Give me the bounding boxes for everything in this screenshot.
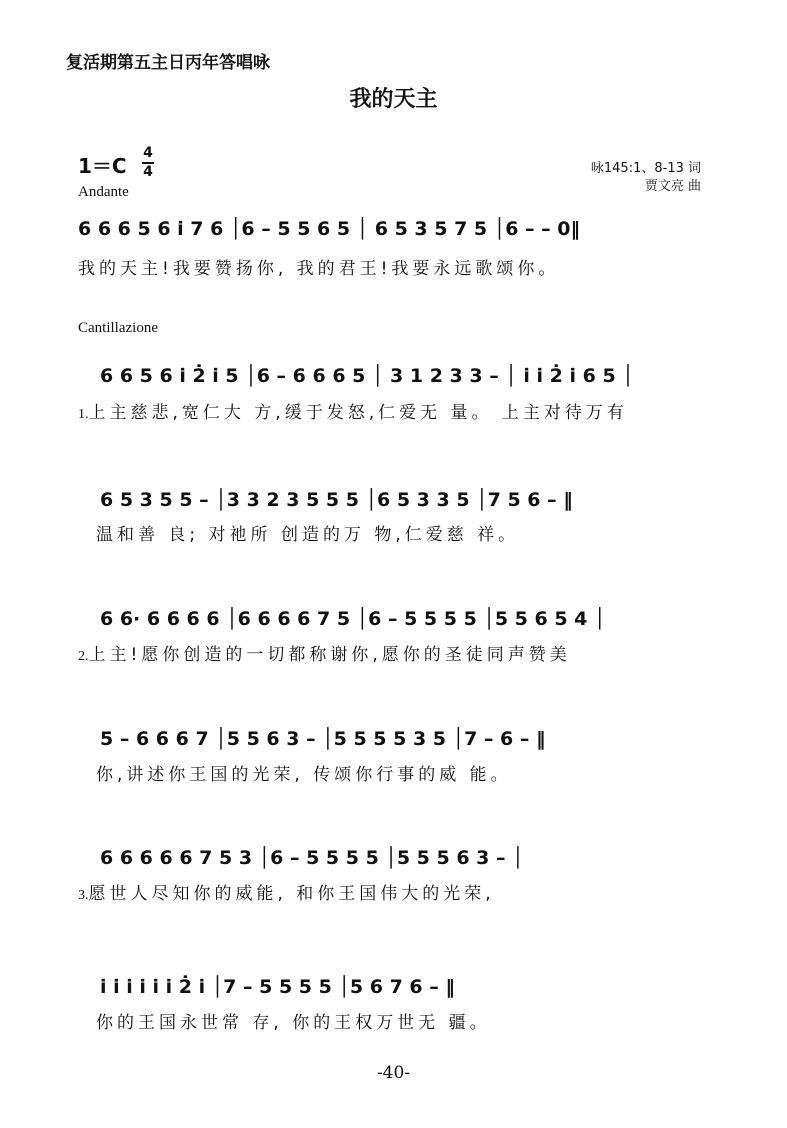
time-signature xyxy=(142,146,154,180)
notation-line-0: 6 6 6 5 6 i̇ 7 6 │6 – 5 5 6 5 │ 6 5 3 5 7 5 │6 – – 0‖ xyxy=(78,218,580,240)
lyric-text: 上主!愿你创造的一切都称谢你,愿你的圣徒同声赞美 xyxy=(88,645,571,665)
lyric-line-6: 你的王国永世常 存, 你的王权万世无 疆。 xyxy=(96,1013,491,1033)
lyric-line-1 xyxy=(78,398,628,423)
song-title: 我的天主 xyxy=(349,86,438,112)
notation-line-1: 6 6 5 6 i̇ 2̇ i̇ 5 │6 – 6 6 6 5 │ 3 1 2 3 3 – │ i̇ i̇ 2̇ i̇ 6 5 │ xyxy=(100,365,634,387)
occasion-heading: 复活期第五主日丙年答唱咏 xyxy=(66,53,270,73)
notation-line-2: 6 5 3 5 5 – │3 3 2 3 5 5 5 │6 5 3 3 5 │7 5 6 – ‖ xyxy=(100,489,573,511)
credit-words: 咏145:1、8-13 词 xyxy=(590,161,701,176)
verse-number: 3. xyxy=(78,888,89,903)
credits xyxy=(591,160,701,196)
page-number: -40- xyxy=(376,1063,411,1083)
notation-line-6: i̇ i̇ i̇ i̇ i̇ i̇ 2̇ i̇ │7 – 5 5 5 5 │5 6 7 6 – ‖ xyxy=(100,976,455,998)
lyric-line-3 xyxy=(78,640,571,665)
cantillation-label: Cantillazione xyxy=(78,320,158,336)
lyric-line-4: 你,讲述你王国的光荣, 传颂你行事的威 能。 xyxy=(96,765,512,785)
credit-music: 贾文亮 曲 xyxy=(644,179,701,194)
time-bottom: 4 xyxy=(143,164,153,180)
notation-line-5: 6 6 6 6 6 7 5 3 │6 – 5 5 5 5 │5 5 5 6 3 – │ xyxy=(100,847,524,869)
key-signature: 1＝C xyxy=(78,154,127,178)
lyric-line-0: 我的天主!我要赞扬你, 我的君王!我要永远歌颂你。 xyxy=(78,259,560,279)
notation-line-3: 6 6· 6 6 6 6 │6 6 6 6 7 5 │6 – 5 5 5 5 │5 5 6 5 4 │ xyxy=(100,608,606,630)
lyric-text: 愿世人尽知你的威能, 和你王国伟大的光荣, xyxy=(88,884,495,904)
verse-number: 1. xyxy=(78,407,89,422)
verse-number: 2. xyxy=(78,649,89,664)
lyric-line-5 xyxy=(78,879,495,904)
time-top: 4 xyxy=(143,145,153,161)
lyric-line-2: 温和善 良; 对祂所 创造的万 物,仁爱慈 祥。 xyxy=(96,525,520,545)
lyric-text: 上主慈悲,宽仁大 方,缓于发怒,仁爱无 量。 上主对待万有 xyxy=(88,403,628,423)
tempo-marking: Andante xyxy=(78,184,129,200)
notation-line-4: 5 – 6 6 6 7 │5 5 6 3 – │5 5 5 5 3 5 │7 – 6 – ‖ xyxy=(100,728,546,750)
